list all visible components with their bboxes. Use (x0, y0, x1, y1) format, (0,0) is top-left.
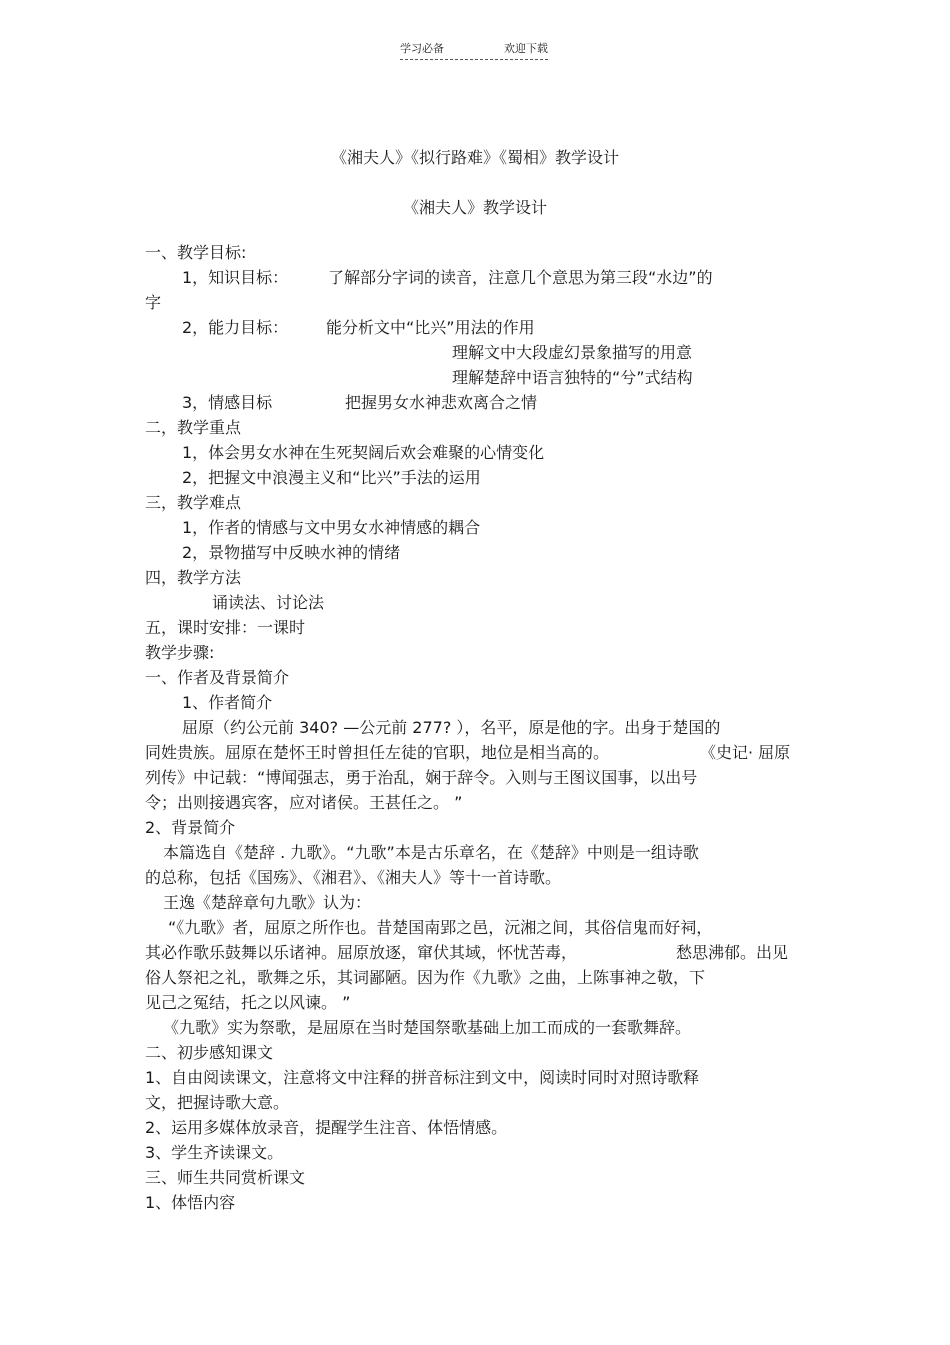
text-line: 愁思沸郁。出见 (676, 943, 789, 962)
text-line: 1、自由阅读课文，注意将文中注释的拼音标注到文中，阅读时同时对照诗歌释 (145, 1068, 700, 1087)
text-line: 四，教学方法 (145, 568, 242, 587)
text-line: 3、学生齐读课文。 (145, 1143, 284, 1162)
text-line: 二，教学重点 (145, 418, 242, 437)
text-line: 2、运用多媒体放录音，提醒学生注音、体悟情感。 (145, 1118, 508, 1137)
header-right: 欢迎下载 (504, 42, 548, 55)
text-line: 理解楚辞中语言独特的“兮”式结构 (452, 368, 693, 387)
text-line: 把握男女水神悲欢离合之情 (345, 393, 538, 412)
text-line: 了解部分字词的读音，注意几个意思为第三段“水边”的 (328, 268, 713, 287)
text-line: 一、教学目标: (145, 243, 247, 262)
text-line: 令；出则接遇宾客，应对诸侯。王甚任之。 ” (145, 793, 463, 812)
section-title: 《湘夫人》教学设计 (402, 198, 547, 217)
text-line: 《九歌》实为祭歌，是屈原在当时楚国祭歌基础上加工而成的一套歌舞辞。 (163, 1018, 692, 1037)
text-line: 的总称，包括《国殇》、《湘君》、《湘夫人》等十一首诗歌。 (145, 868, 562, 887)
text-line: 见己之冤结，托之以风谏。 ” (145, 993, 351, 1012)
text-line: 五，课时安排：一课时 (145, 618, 306, 637)
text-line: 理解文中大段虚幻景象描写的用意 (452, 343, 693, 362)
text-line: 教学步骤: (145, 643, 215, 662)
text-line: 列传》中记载：“博闻强志，勇于治乱，娴于辞令。入则与王图议国事，以出号 (145, 768, 698, 787)
text-line: 二、初步感知课文 (145, 1043, 274, 1062)
text-line: 2，景物描写中反映水神的情绪 (182, 543, 401, 562)
header-left: 学习必备 (400, 42, 444, 55)
text-line: 其必作歌乐鼓舞以乐诸神。屈原放逐，窜伏其域，怀忧苦毒， (145, 943, 578, 962)
text-line: 文，把握诗歌大意。 (145, 1093, 290, 1112)
text-line: 本篇选自《楚辞 . 九歌》。“九歌”本是古乐章名，在《楚辞》中则是一组诗歌 (163, 843, 699, 862)
text-line: 屈原（约公元前 340? —公元前 277? ），名平，原是他的字。出身于楚国的 (182, 718, 721, 737)
text-line: 三、师生共同赏析课文 (145, 1168, 306, 1187)
text-line: 《史记· 屈原 (700, 743, 791, 762)
text-line: 2，把握文中浪漫主义和“比兴”手法的运用 (182, 468, 481, 487)
text-line: 3，情感目标 (182, 393, 273, 412)
document-title: 《湘夫人》《拟行路难》《蜀相》教学设计 (330, 148, 619, 167)
text-line: 王逸《楚辞章句九歌》认为： (163, 893, 372, 912)
text-line: 1、作者简介 (182, 693, 273, 712)
text-line: 能分析文中“比兴”用法的作用 (326, 318, 535, 337)
text-line: 诵读法、讨论法 (212, 593, 325, 612)
text-line: 一、作者及背景简介 (145, 668, 290, 687)
text-line: 2、背景简介 (145, 818, 236, 837)
text-line: 1，知识目标： (182, 268, 289, 287)
text-line: 三，教学难点 (145, 493, 242, 512)
text-line: 1，体会男女水神在生死契阔后欢会难聚的心情变化 (182, 443, 545, 462)
text-line: “《九歌》者，屈原之所作也。昔楚国南郢之邑，沅湘之间，其俗信鬼而好祠， (168, 918, 713, 937)
page-header (400, 40, 548, 60)
text-line: 字 (145, 293, 162, 312)
text-line: 2，能力目标： (182, 318, 289, 337)
text-line: 俗人祭祀之礼，歌舞之乐，其词鄙陋。因为作《九歌》之曲，上陈事神之敬，下 (145, 968, 706, 987)
text-line: 1、体悟内容 (145, 1193, 236, 1212)
text-line: 1，作者的情感与文中男女水神情感的耦合 (182, 518, 481, 537)
text-line: 同姓贵族。屈原在楚怀王时曾担任左徒的官职，地位是相当高的。 (145, 743, 610, 762)
